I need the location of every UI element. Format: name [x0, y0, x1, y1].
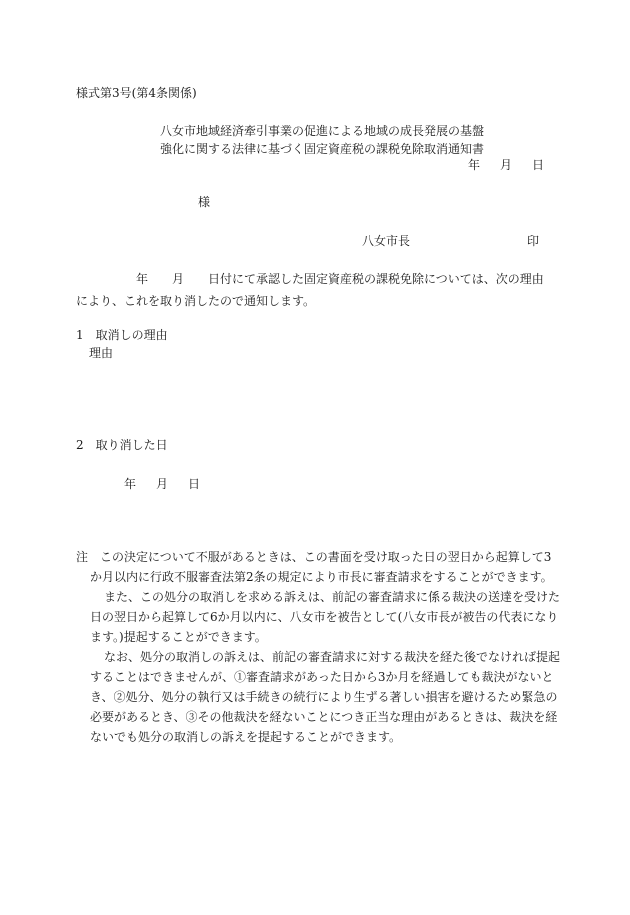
body-month-label: 月: [172, 272, 185, 286]
addressee-suffix: 様: [198, 195, 211, 209]
document-title-line-2: 強化に関する法律に基づく固定資産税の課税免除取消通知書: [160, 142, 485, 156]
section-1-heading: [76, 326, 168, 344]
document-title-line-1: 八女市地域経済牽引事業の促進による地域の成長発展の基盤: [160, 124, 485, 138]
issue-date: [468, 156, 544, 174]
cancel-date-month-label: 月: [156, 477, 169, 491]
form-number: 様式第3号(第4条関係): [76, 86, 197, 100]
section-1-title: 取消しの理由: [95, 328, 168, 342]
issuer-name: 八女市長: [362, 234, 411, 248]
section-1-number: 1: [76, 328, 84, 342]
cancel-date: [124, 475, 200, 493]
note-paragraph-1-text: この決定について不服があるときは、この書面を受け取った日の翌日から起算して3か月以内に行政不服審査法第2条の規定により市長に審査請求をすることができます。: [90, 550, 553, 584]
body-year-label: 年: [136, 272, 149, 286]
issue-date-month-label: 月: [500, 158, 513, 172]
body-text: 日付にて承認した固定資産税の課税免除については、次の理由により、これを取り消したので通知します。: [76, 272, 544, 308]
section-2-heading: [76, 436, 168, 454]
section-1-reason-label: 理由: [89, 346, 114, 360]
notice-body: [76, 268, 552, 312]
section-2-number: 2: [76, 438, 84, 452]
issue-date-day-label: 日: [532, 158, 545, 172]
cancel-date-day-label: 日: [188, 477, 201, 491]
note-paragraph-1: [76, 547, 560, 587]
appeal-note: [76, 547, 560, 747]
issue-date-year-label: 年: [468, 158, 481, 172]
note-paragraph-2: また、この処分の取消しを求める訴えは、前記の審査請求に係る裁決の送達を受けた日の翌日から起算して6か月以内に、八女市を被告として(八女市長が被告の代表になります。)提起することができます。: [90, 590, 561, 644]
section-2-title: 取り消した日: [95, 438, 168, 452]
note-paragraph-3: なお、処分の取消しの訴えは、前記の審査請求に対する裁決を経た後でなければ提起することはできませんが、①審査請求があった日から3か月を経過しても裁決がないとき、②処分、処分の執行又は手続きの続行により生ずる著しい損害を避けるため緊急の必要があるとき、③その他裁決を経ないことにつき正当な理由があるときは、裁決を経ないでも処分の取消しの訴えを提起することができます。: [90, 650, 561, 744]
seal-mark: 印: [527, 234, 540, 248]
note-label: 注: [76, 550, 89, 564]
cancel-date-year-label: 年: [124, 477, 137, 491]
